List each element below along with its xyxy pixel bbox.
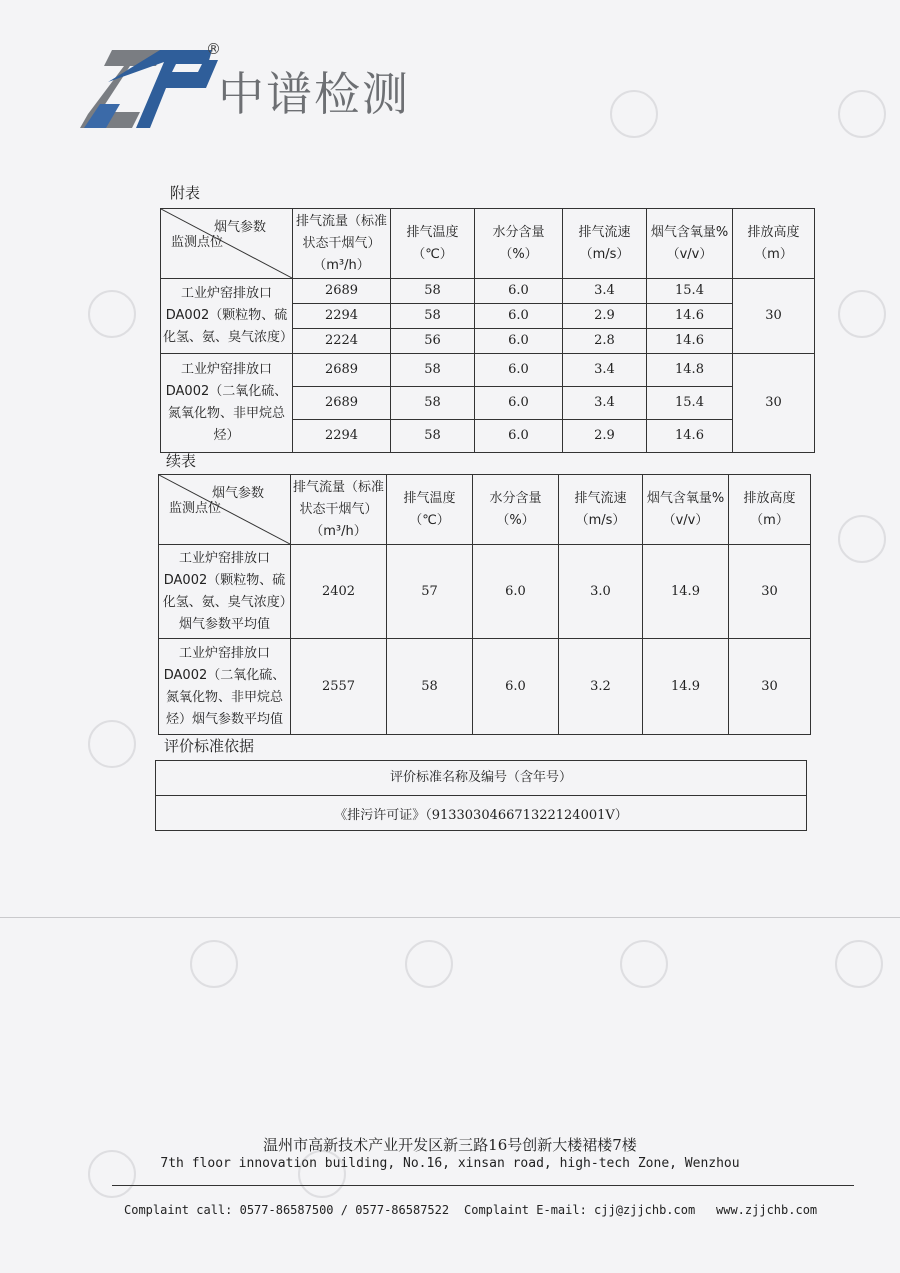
diag-top-label: 烟气参数 <box>211 486 264 501</box>
temp-cell: 58 <box>391 354 475 387</box>
brand-name: 中谱检测 <box>218 67 410 121</box>
standard-header: 评价标准名称及编号（含年号） <box>156 761 807 796</box>
velocity-cell: 3.4 <box>563 387 647 420</box>
col-header-temp: 排气温度（℃） <box>391 209 475 279</box>
col-header-oxygen: 烟气含氧量%（v/v） <box>647 209 733 279</box>
footer-complaint-call: Complaint call: 0577-86587500 / 0577-86587522 <box>124 1203 450 1217</box>
oxygen-cell: 14.9 <box>643 639 729 735</box>
col-header-flow: 排气流量（标准状态干烟气）（m³/h） <box>291 475 387 545</box>
watermark-icon <box>838 290 886 338</box>
moisture-cell: 6.0 <box>475 279 563 304</box>
table2 <box>158 474 811 735</box>
velocity-cell: 2.9 <box>563 420 647 453</box>
height-cell: 30 <box>729 545 811 639</box>
location-cell: 工业炉窑排放口DA002（颗粒物、硫化氢、氨、臭气浓度）烟气参数平均值 <box>159 545 291 639</box>
col-header-temp: 排气温度（℃） <box>387 475 473 545</box>
velocity-cell: 2.9 <box>563 304 647 329</box>
height-cell: 30 <box>733 354 815 453</box>
footer-address-cn: 温州市高新技术产业开发区新三路16号创新大楼裙楼7楼 <box>263 1136 637 1154</box>
flow-cell: 2294 <box>293 304 391 329</box>
temp-cell: 57 <box>387 545 473 639</box>
watermark-icon <box>838 90 886 138</box>
height-cell: 30 <box>733 279 815 354</box>
col-header-height: 排放高度（m） <box>733 209 815 279</box>
oxygen-cell: 14.9 <box>643 545 729 639</box>
watermark-icon <box>838 515 886 563</box>
table2-title: 续表 <box>166 452 197 470</box>
velocity-cell: 2.8 <box>563 329 647 354</box>
col-header-velocity: 排气流速（m/s） <box>559 475 643 545</box>
temp-cell: 58 <box>391 279 475 304</box>
flow-cell: 2402 <box>291 545 387 639</box>
flow-cell: 2294 <box>293 420 391 453</box>
flow-cell: 2689 <box>293 279 391 304</box>
table1-title: 附表 <box>170 184 201 202</box>
table2-diag-header <box>159 475 291 545</box>
moisture-cell: 6.0 <box>475 329 563 354</box>
diag-top-label: 烟气参数 <box>213 220 266 235</box>
moisture-cell: 6.0 <box>475 387 563 420</box>
moisture-cell: 6.0 <box>475 354 563 387</box>
temp-cell: 58 <box>391 304 475 329</box>
diag-bottom-label: 监测点位 <box>169 501 222 516</box>
temp-cell: 56 <box>391 329 475 354</box>
col-header-oxygen: 烟气含氧量%（v/v） <box>643 475 729 545</box>
footer-divider <box>112 1185 854 1186</box>
standard-value: 《排污许可证》（913303046671322124001V） <box>156 796 807 831</box>
page-fold-line <box>0 917 900 918</box>
table1-header-row <box>161 209 815 279</box>
height-cell: 30 <box>729 639 811 735</box>
moisture-cell: 6.0 <box>475 420 563 453</box>
oxygen-cell: 14.6 <box>647 420 733 453</box>
oxygen-cell: 14.8 <box>647 354 733 387</box>
col-header-moisture: 水分含量（%） <box>473 475 559 545</box>
zp-logo-icon <box>80 42 220 134</box>
col-header-flow: 排气流量（标准状态干烟气）（m³/h） <box>293 209 391 279</box>
flow-cell: 2224 <box>293 329 391 354</box>
table1-diag-header <box>161 209 293 279</box>
flow-cell: 2689 <box>293 387 391 420</box>
watermark-icon <box>405 940 453 988</box>
velocity-cell: 3.0 <box>559 545 643 639</box>
table-row <box>159 639 811 735</box>
velocity-cell: 3.4 <box>563 279 647 304</box>
table1 <box>160 208 815 453</box>
watermark-icon <box>835 940 883 988</box>
location-cell: 工业炉窑排放口DA002（二氧化硫、氮氧化物、非甲烷总烃） <box>161 354 293 453</box>
watermark-icon <box>88 290 136 338</box>
footer-address-en: 7th floor innovation building, No.16, xinsan road, high-tech Zone, Wenzhou <box>160 1156 740 1171</box>
col-header-height: 排放高度（m） <box>729 475 811 545</box>
watermark-icon <box>620 940 668 988</box>
velocity-cell: 3.2 <box>559 639 643 735</box>
watermark-icon <box>190 940 238 988</box>
moisture-cell: 6.0 <box>473 545 559 639</box>
watermark-icon <box>610 90 658 138</box>
registered-mark: ® <box>206 40 221 58</box>
oxygen-cell: 15.4 <box>647 387 733 420</box>
flow-cell: 2689 <box>293 354 391 387</box>
oxygen-cell: 14.6 <box>647 304 733 329</box>
diag-bottom-label: 监测点位 <box>171 235 224 250</box>
temp-cell: 58 <box>387 639 473 735</box>
col-header-moisture: 水分含量（%） <box>475 209 563 279</box>
flow-cell: 2557 <box>291 639 387 735</box>
oxygen-cell: 14.6 <box>647 329 733 354</box>
footer-complaint-email: Complaint E-mail: cjj@zjjchb.com <box>464 1203 696 1217</box>
col-header-velocity: 排气流速（m/s） <box>563 209 647 279</box>
moisture-cell: 6.0 <box>475 304 563 329</box>
standard-table <box>155 760 807 831</box>
table2-header-row <box>159 475 811 545</box>
standard-title: 评价标准依据 <box>164 737 255 755</box>
table-row <box>161 354 815 387</box>
footer-website: www.zjjchb.com <box>716 1203 818 1217</box>
watermark-icon <box>88 720 136 768</box>
table-row <box>161 279 815 304</box>
oxygen-cell: 15.4 <box>647 279 733 304</box>
moisture-cell: 6.0 <box>473 639 559 735</box>
temp-cell: 58 <box>391 420 475 453</box>
table-row <box>159 545 811 639</box>
temp-cell: 58 <box>391 387 475 420</box>
velocity-cell: 3.4 <box>563 354 647 387</box>
location-cell: 工业炉窑排放口DA002（二氧化硫、氮氧化物、非甲烷总烃）烟气参数平均值 <box>159 639 291 735</box>
location-cell: 工业炉窑排放口DA002（颗粒物、硫化氢、氨、臭气浓度） <box>161 279 293 354</box>
